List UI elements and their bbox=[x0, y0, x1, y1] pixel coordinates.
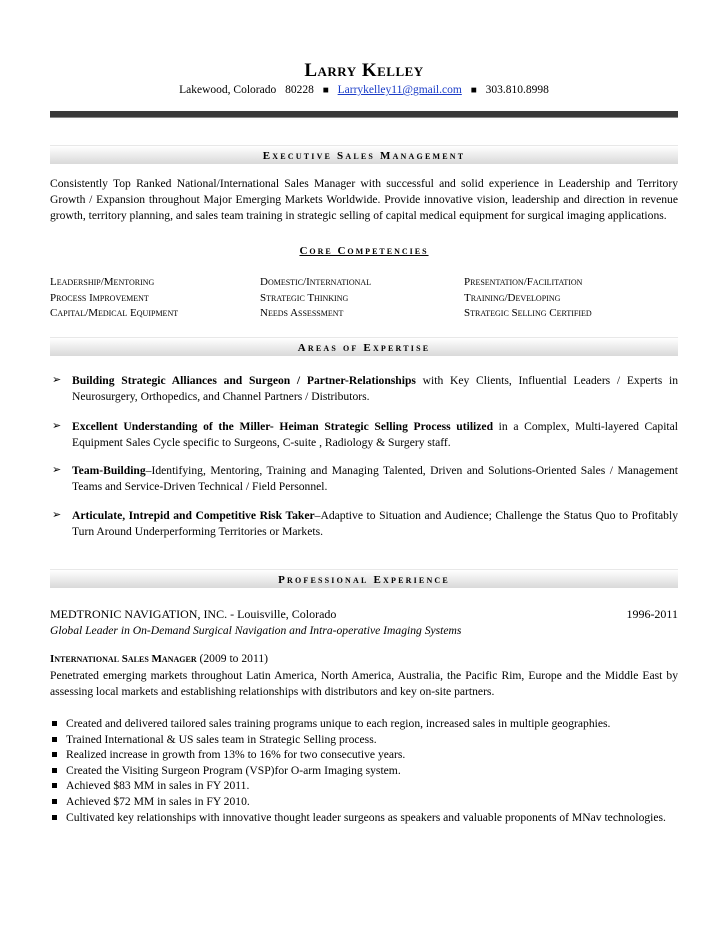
header-divider bbox=[50, 111, 678, 118]
achievement-text: Created and delivered tailored sales training programs unique to each region, increased sales in multiple geographies. bbox=[66, 717, 611, 730]
achievement-text: Achieved $72 MM in sales in FY 2010. bbox=[66, 794, 250, 808]
achievement-text: Realized increase in growth from 13% to 16% for two consecutive years. bbox=[66, 748, 406, 762]
competency-item: Presentation/Facilitation bbox=[464, 276, 583, 288]
company-line bbox=[50, 607, 678, 622]
square-bullet-icon bbox=[52, 783, 57, 788]
expertise-item-bold: Team-Building bbox=[72, 464, 146, 477]
achievement-text: Cultivated key relationships with innovative thought leader surgeons as speakers and valuable proponents of MNav technologies. bbox=[66, 810, 666, 824]
achievement-item bbox=[50, 778, 678, 794]
company-name: MEDTRONIC NAVIGATION, INC. - Louisville, Colorado bbox=[50, 607, 337, 621]
company-description: Global Leader in On-Demand Surgical Navigation and Intra-operative Imaging Systems bbox=[50, 624, 462, 637]
expertise-item-text: –Identifying, Mentoring, Training and Managing Talented, Driven and Solutions-Oriented Sales / Management Teams and Service-Driven Technical / Field Personnel. bbox=[72, 464, 678, 493]
competency-item: Domestic/International bbox=[260, 276, 372, 288]
achievement-item bbox=[50, 747, 678, 763]
square-bullet-icon bbox=[52, 799, 57, 804]
role-dates: (2009 to 2011) bbox=[196, 652, 268, 665]
section-heading-experience: Professional Experience bbox=[50, 569, 678, 588]
expertise-item-text: –Adaptive to Situation and Audience; Challenge the Status Quo to Profitably Turn Around Underperforming Territories or Markets. bbox=[72, 509, 678, 538]
competency-item: Capital/Medical Equipment bbox=[50, 307, 179, 320]
achievement-text: Achieved $83 MM in sales in FY 2011. bbox=[66, 779, 250, 793]
contact-phone: 303.810.8998 bbox=[485, 84, 549, 96]
square-bullet-icon bbox=[52, 721, 57, 726]
role-summary: Penetrated emerging markets throughout Latin America, North America, Australia, the Pacific Rim, Europe and the Middle East by assessing local markets and establishing relationships with distributors and key on-site partners. bbox=[50, 669, 678, 698]
expertise-item-text: with Key Clients, Influential Leaders / Experts in Neurosurgery, Orthopedics, and Channel Partners / Distributors. bbox=[72, 374, 679, 403]
achievement-text: Trained International & US sales team in Strategic Selling process. bbox=[66, 732, 377, 746]
arrow-bullet-icon: ➢ bbox=[52, 464, 62, 476]
separator-icon: ■ bbox=[322, 85, 329, 96]
achievement-item bbox=[50, 763, 678, 779]
competency-item: Strategic Thinking bbox=[260, 291, 349, 304]
achievement-list bbox=[50, 716, 678, 825]
competency-item: Needs Assessment bbox=[260, 307, 344, 320]
contact-line bbox=[0, 84, 728, 96]
expertise-item-bold: Building Strategic Alliances and Surgeon / Partner-Relationships bbox=[72, 374, 416, 387]
expertise-item bbox=[50, 463, 678, 495]
summary-paragraph: Consistently Top Ranked National/International Sales Manager with successful and solid experience in Leadership and Territory Growth / Expansion throughout Major Emerging Markets Worldwide. Provide innovative vision, leadership and direction in revenue growth, territory planning, and sales team training in strategic selling of capital medical equipment for surgical imaging applications. bbox=[50, 177, 678, 222]
square-bullet-icon bbox=[52, 815, 57, 820]
competency-item: Leadership/Mentoring bbox=[50, 276, 155, 288]
expertise-item-bold: Articulate, Intrepid and Competitive Risk Taker bbox=[72, 509, 315, 522]
role-line bbox=[50, 652, 268, 665]
achievement-item bbox=[50, 732, 678, 748]
achievement-item bbox=[50, 794, 678, 810]
contact-zip: 80228 bbox=[285, 84, 314, 96]
square-bullet-icon bbox=[52, 737, 57, 742]
competency-item: Process Improvement bbox=[50, 291, 149, 304]
expertise-item bbox=[50, 419, 678, 451]
expertise-item-bold: Excellent Understanding of the Miller- Heiman Strategic Selling Process utilized bbox=[72, 420, 494, 433]
expertise-item bbox=[50, 373, 678, 405]
candidate-name: Larry Kelley bbox=[304, 60, 424, 81]
arrow-bullet-icon: ➢ bbox=[52, 374, 62, 386]
competency-item: Training/Developing bbox=[464, 291, 561, 304]
achievement-text: Created the Visiting Surgeon Program (VSP)for O-arm Imaging system. bbox=[66, 763, 401, 777]
expertise-item-text: in a Complex, Multi-layered Capital Equipment Sales Cycle specific to Surgeons, C-suite , Radiology & Surgery staff. bbox=[72, 420, 679, 449]
section-heading-core: Core Competencies bbox=[299, 245, 429, 257]
arrow-bullet-icon: ➢ bbox=[52, 420, 62, 432]
achievement-item bbox=[50, 810, 678, 826]
square-bullet-icon bbox=[52, 768, 57, 773]
competency-item: Strategic Selling Certified bbox=[464, 307, 592, 320]
achievement-item bbox=[50, 716, 678, 732]
competencies-column-2 bbox=[260, 275, 371, 322]
arrow-bullet-icon: ➢ bbox=[52, 509, 62, 521]
email-link[interactable]: Larrykelley11@gmail.com bbox=[337, 84, 462, 96]
section-heading-expertise: Areas of Expertise bbox=[50, 337, 678, 356]
section-heading-summary: Executive Sales Management bbox=[50, 145, 678, 164]
competencies-column-1 bbox=[50, 275, 178, 322]
square-bullet-icon bbox=[52, 752, 57, 757]
employment-years: 1996-2011 bbox=[626, 607, 678, 621]
expertise-item bbox=[50, 508, 678, 540]
role-title: International Sales Manager bbox=[50, 653, 197, 665]
separator-icon: ■ bbox=[470, 85, 477, 96]
contact-city: Lakewood, Colorado bbox=[179, 84, 277, 96]
competencies-column-3 bbox=[464, 275, 592, 322]
